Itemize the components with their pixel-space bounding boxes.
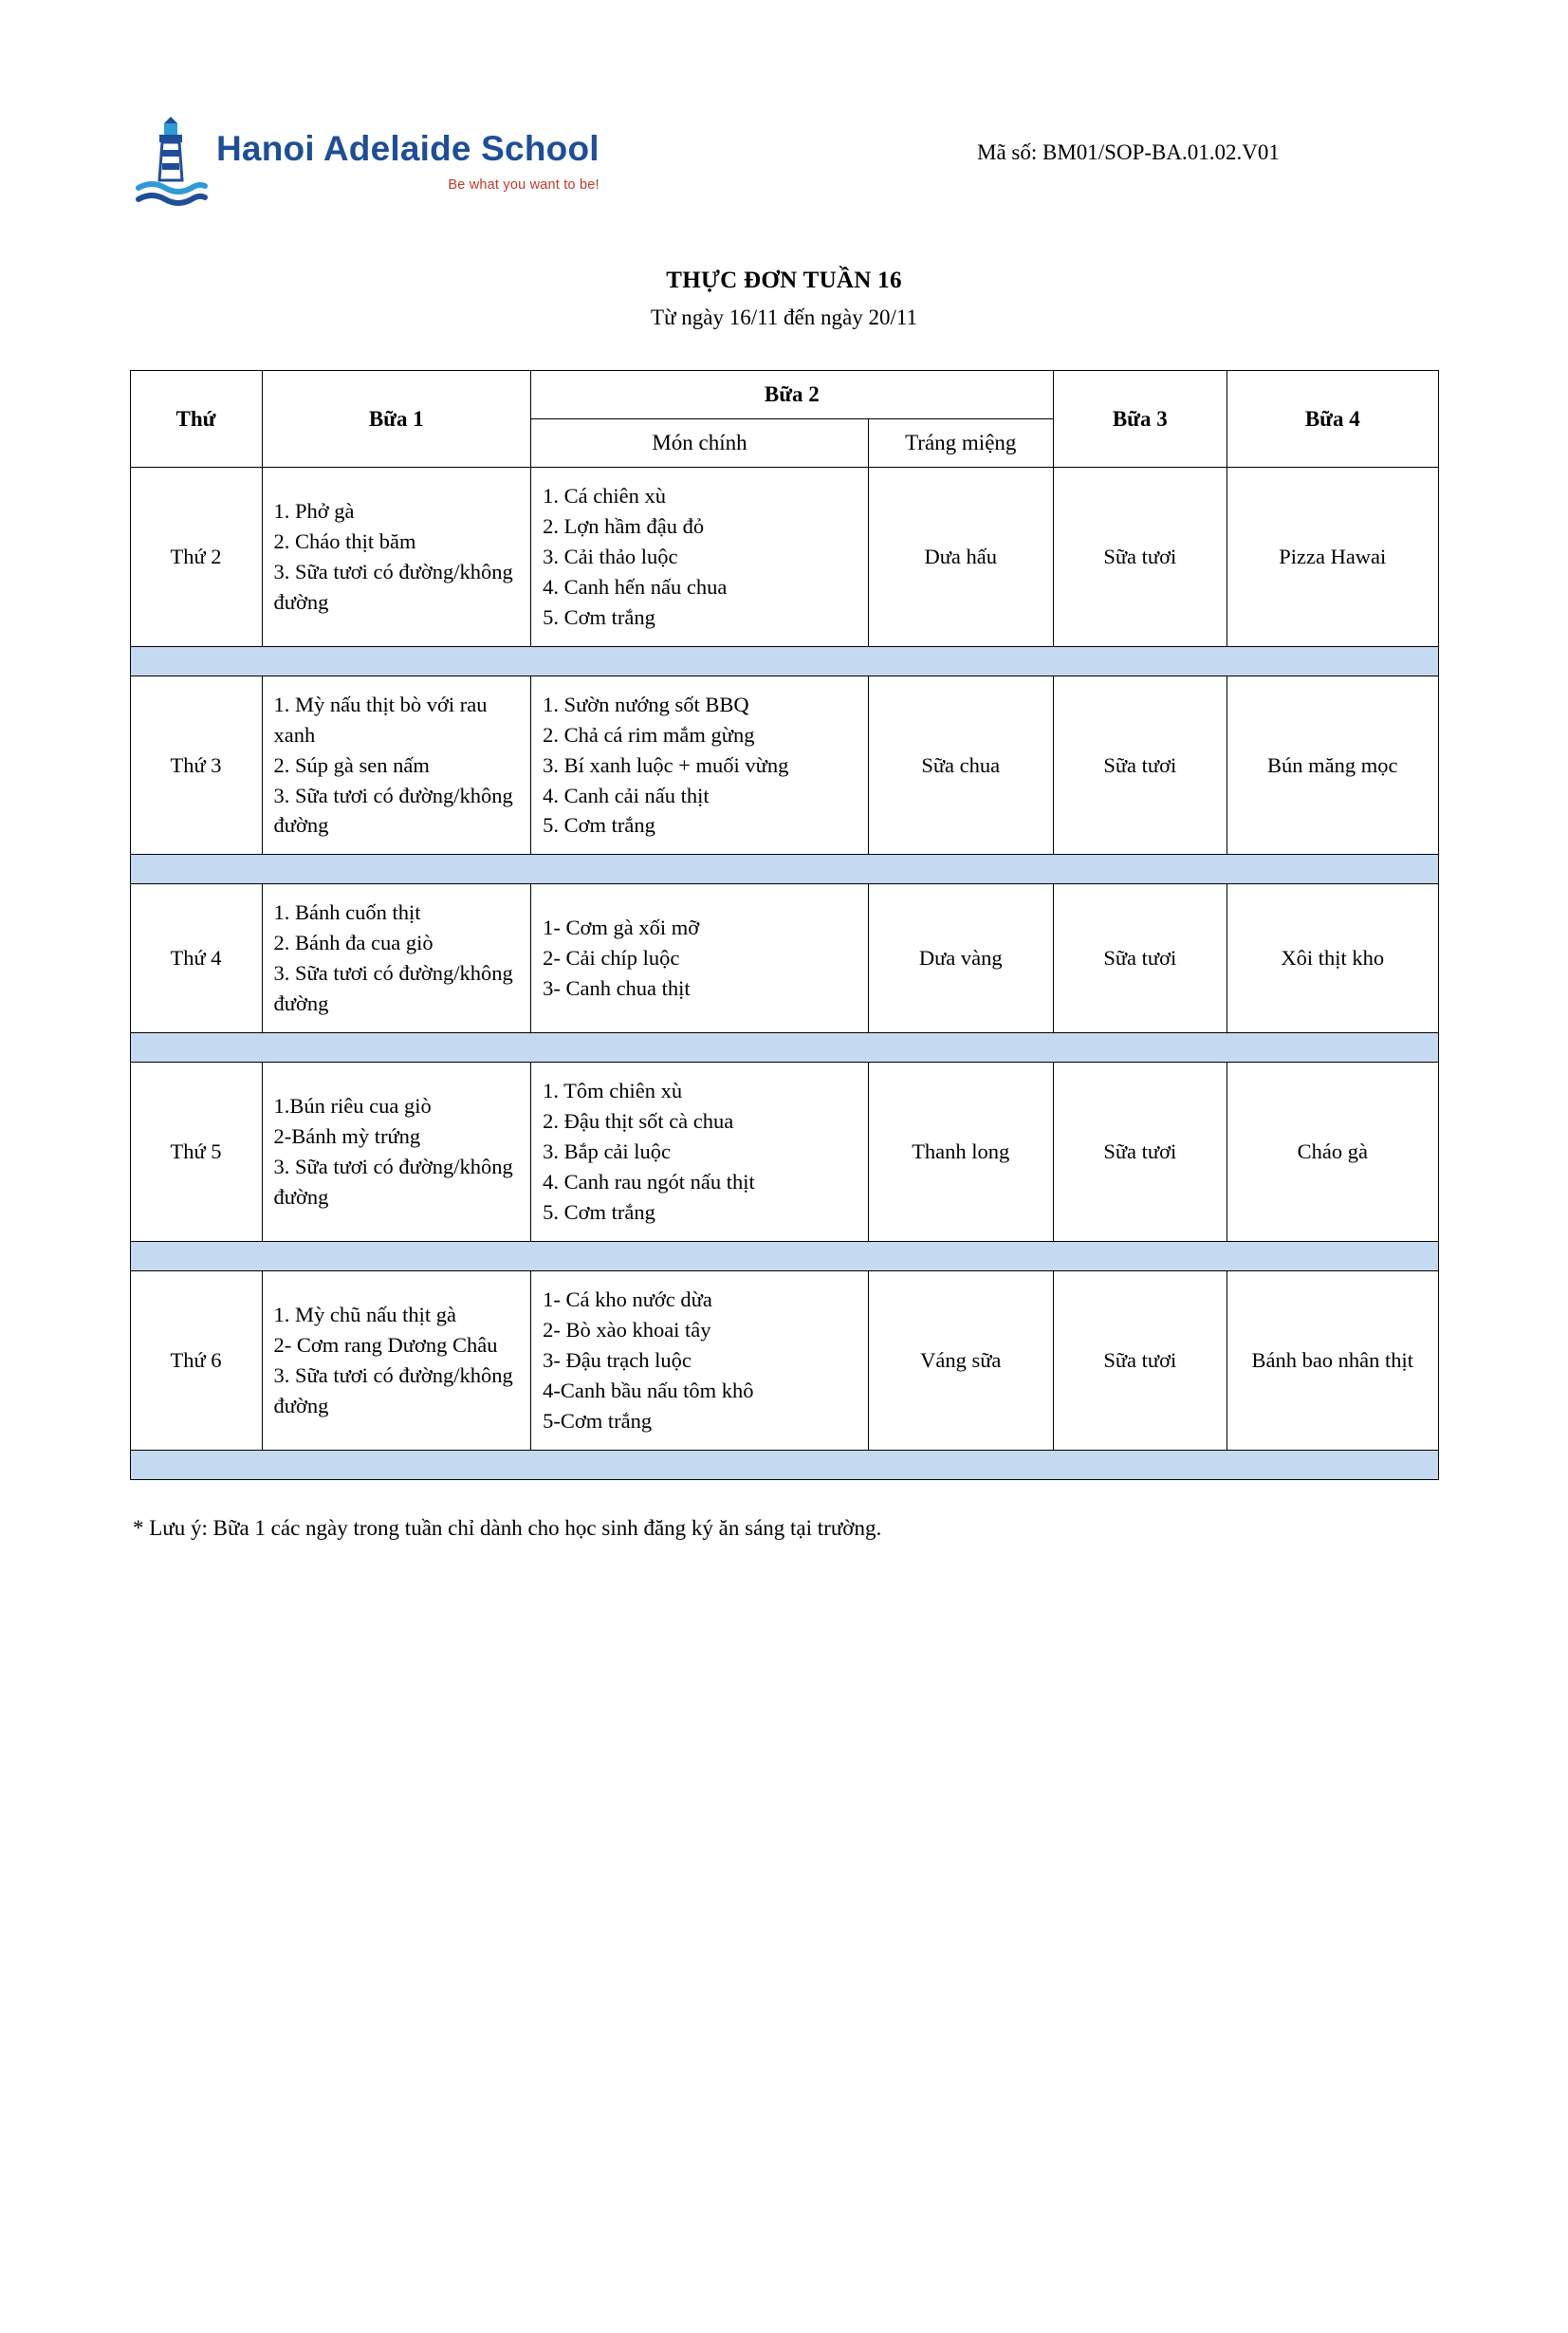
table-spacer-cell: [130, 1450, 1438, 1479]
cell-meal-3: Sữa tươi: [1053, 468, 1227, 647]
page-title: THỰC ĐƠN TUẦN 16: [666, 268, 902, 293]
cell-day: Thứ 2: [130, 468, 262, 647]
cell-day: Thứ 6: [130, 1270, 262, 1450]
table-spacer-cell: [130, 1241, 1438, 1270]
table-row: [130, 1063, 1438, 1242]
table-body: [130, 468, 1438, 1480]
cell-main-dish: 1- Cá kho nước dừa 2- Bò xào khoai tây 3- Đậu trạch luộc 4-Canh bầu nấu tôm khô 5-Cơm trắng: [531, 1270, 869, 1450]
table-row: [130, 884, 1438, 1033]
school-tagline: Be what you want to be!: [448, 177, 600, 193]
table-row: [130, 1270, 1438, 1450]
cell-dessert: Thanh long: [868, 1063, 1053, 1242]
table-spacer-cell: [130, 1033, 1438, 1063]
cell-meal-1: 1. Bánh cuốn thịt 2. Bánh đa cua giò 3. Sữa tươi có đường/không đường: [262, 884, 531, 1033]
cell-meal-3: Sữa tươi: [1053, 676, 1227, 855]
cell-main-dish: 1. Tôm chiên xù 2. Đậu thịt sốt cà chua 3. Bắp cải luộc 4. Canh rau ngót nấu thịt 5. Cơm trắng: [531, 1063, 869, 1242]
table-spacer-cell: [130, 855, 1438, 884]
cell-day: Thứ 3: [130, 676, 262, 855]
cell-meal-1: 1. Mỳ chũ nấu thịt gà 2- Cơm rang Dương Châu 3. Sữa tươi có đường/không đường: [262, 1270, 531, 1450]
logo-text: [216, 114, 600, 193]
table-spacer-row: [130, 1450, 1438, 1479]
cell-dessert: Dưa hấu: [868, 468, 1053, 647]
cell-meal-4: Pizza Hawai: [1227, 468, 1438, 647]
cell-meal-4: Bánh bao nhân thịt: [1227, 1270, 1438, 1450]
header-trang-mieng: Tráng miệng: [868, 419, 1053, 468]
header-bua2: Bữa 2: [531, 371, 1053, 419]
header-bua3: Bữa 3: [1053, 371, 1227, 468]
cell-dessert: Dưa vàng: [868, 884, 1053, 1033]
table-header-row-1: [130, 371, 1438, 419]
table-spacer-row: [130, 1241, 1438, 1270]
footer-note: * Lưu ý: Bữa 1 các ngày trong tuần chỉ dành cho học sinh đăng ký ăn sáng tại trường.: [133, 1515, 882, 1540]
document-page: [0, 114, 1568, 2333]
cell-meal-3: Sữa tươi: [1053, 884, 1227, 1033]
cell-meal-4: Xôi thịt kho: [1227, 884, 1438, 1033]
cell-main-dish: 1. Sườn nướng sốt BBQ 2. Chả cá rim mắm gừng 3. Bí xanh luộc + muối vừng 4. Canh cải nấu thịt 5. Cơm trắng: [531, 676, 869, 855]
cell-dessert: Sữa chua: [868, 676, 1053, 855]
cell-meal-4: Cháo gà: [1227, 1063, 1438, 1242]
school-logo: [133, 114, 600, 213]
table-spacer-row: [130, 855, 1438, 884]
cell-main-dish: 1- Cơm gà xối mỡ 2- Cải chíp luộc 3- Canh chua thịt: [531, 884, 869, 1033]
cell-meal-3: Sữa tươi: [1053, 1063, 1227, 1242]
cell-meal-1: 1. Phở gà 2. Cháo thịt băm 3. Sữa tươi có đường/không đường: [262, 468, 531, 647]
table-spacer-cell: [130, 646, 1438, 676]
header-bua1: Bữa 1: [262, 371, 531, 468]
document-code: Mã số: BM01/SOP-BA.01.02.V01: [977, 140, 1280, 164]
cell-day: Thứ 4: [130, 884, 262, 1033]
table-row: [130, 468, 1438, 647]
cell-meal-3: Sữa tươi: [1053, 1270, 1227, 1450]
document-header: [0, 114, 1568, 256]
cell-meal-1: 1. Mỳ nấu thịt bò với rau xanh 2. Súp gà sen nấm 3. Sữa tươi có đường/không đường: [262, 676, 531, 855]
menu-table: [130, 370, 1439, 1480]
cell-meal-1: 1.Bún riêu cua giò 2-Bánh mỳ trứng 3. Sữa tươi có đường/không đường: [262, 1063, 531, 1242]
header-mon-chinh: Món chính: [531, 419, 869, 468]
table-spacer-row: [130, 1033, 1438, 1063]
lighthouse-icon: [133, 114, 209, 213]
table-spacer-row: [130, 646, 1438, 676]
school-name: Hanoi Adelaide School: [216, 129, 600, 168]
header-thu: Thứ: [130, 371, 262, 468]
cell-dessert: Váng sữa: [868, 1270, 1053, 1450]
cell-day: Thứ 5: [130, 1063, 262, 1242]
cell-meal-4: Bún măng mọc: [1227, 676, 1438, 855]
header-bua4: Bữa 4: [1227, 371, 1438, 468]
table-row: [130, 676, 1438, 855]
cell-main-dish: 1. Cá chiên xù 2. Lợn hầm đậu đỏ 3. Cải thảo luộc 4. Canh hến nấu chua 5. Cơm trắng: [531, 468, 869, 647]
page-subtitle: Từ ngày 16/11 đến ngày 20/11: [651, 306, 917, 329]
